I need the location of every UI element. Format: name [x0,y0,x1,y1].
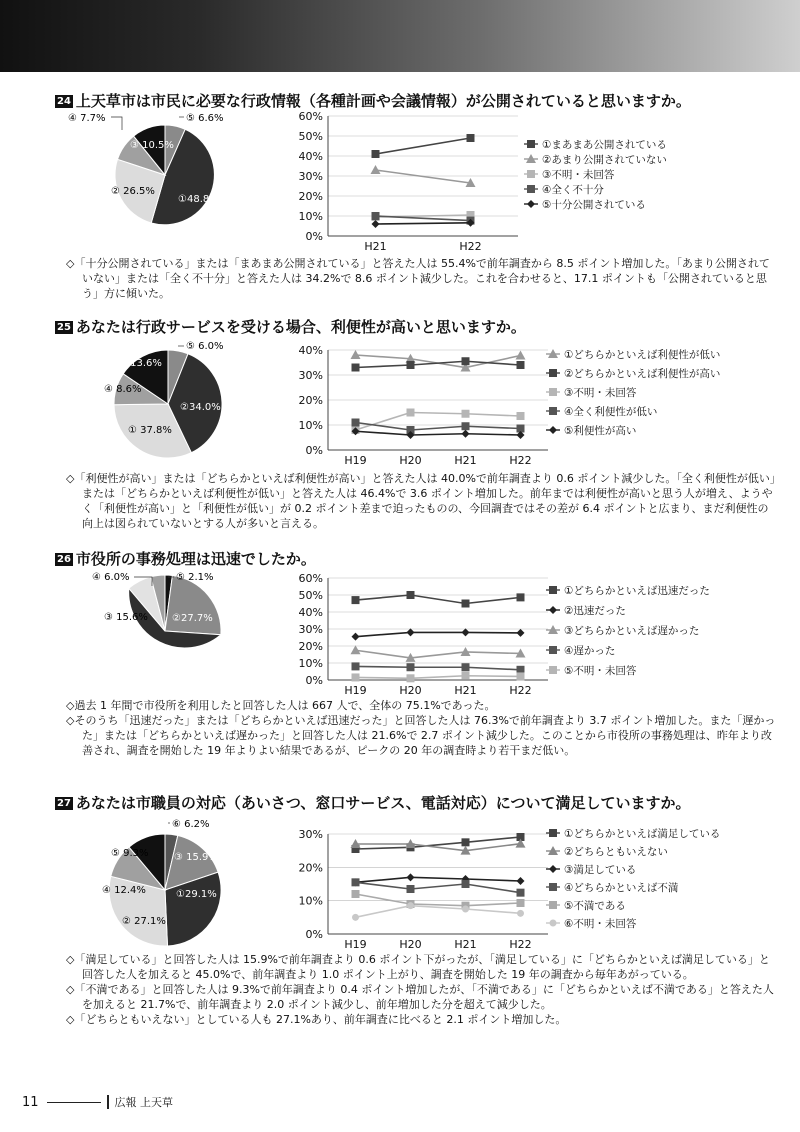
line-chart [290,110,710,250]
pie-label: ④ 6.0% [92,572,130,583]
series-line [352,662,525,673]
y-tick-label: 10% [298,210,323,223]
question-26-section [0,546,800,786]
legend-label: ①どちらかといえば利便性が低い [564,349,721,361]
legend-item [546,625,699,637]
data-point [352,914,359,921]
data-point [372,150,380,158]
question-text: あなたは市職員の対応（あいさつ、窓口サービス、電話対応）について満足していますか。 [75,794,691,812]
data-point [351,645,361,654]
legend-label: ⑥不明・未回答 [564,918,637,930]
series-line [351,350,526,372]
legend-label: ②迅速だった [564,605,626,617]
y-tick-label: 60% [298,110,323,123]
data-point [352,890,360,898]
series-path [356,906,521,918]
y-tick-label: 0% [305,230,323,243]
legend-label: ④どちらかといえば不満 [564,882,679,894]
data-point [517,877,525,885]
data-point [352,662,360,670]
data-point [407,361,415,369]
pie-label: ④ 12.4% [102,885,146,896]
legend-label: ②どちらかといえば利便性が高い [564,368,721,380]
y-tick-label: 0% [305,444,323,457]
notes [66,952,776,1027]
data-point [549,901,557,909]
footer-bar [107,1095,109,1109]
series-line [352,672,525,683]
pie-label: ①48.6% [145,655,186,666]
y-tick-label: 30% [298,828,323,841]
legend-label: ①どちらかといえば迅速だった [564,585,710,597]
publication-name: 広報 上天草 [114,1096,174,1109]
data-point [372,220,380,228]
data-point [549,388,557,396]
series-path [376,223,471,224]
series-line [352,419,525,435]
legend-label: ②あまり公開されていない [542,154,667,166]
x-tick-label: H21 [364,240,387,250]
data-point [407,873,415,881]
data-point [372,212,380,220]
series-path [356,650,521,658]
x-tick-label: H22 [509,684,532,697]
line-chart [290,342,790,472]
data-point [517,672,525,680]
data-point [517,412,525,420]
y-tick-label: 40% [298,150,323,163]
legend-item [546,664,637,677]
series-line [351,839,526,855]
x-tick-label: H21 [454,684,477,697]
series-path [356,877,521,882]
data-point [462,430,470,438]
footer-rule [47,1102,101,1103]
data-point [549,426,557,434]
data-point [352,633,360,641]
data-point [352,673,360,681]
data-point [467,134,475,142]
pie-label: ③ 10.5% [130,140,174,151]
series-line [352,628,525,640]
data-point [550,920,557,927]
legend-item [524,183,604,196]
y-tick-label: 0% [305,928,323,941]
legend-label: ⑤十分公開されている [542,199,646,211]
legend-item [524,139,667,151]
pie-label: ②34.0% [180,402,221,413]
legend-label: ⑤不満である [564,900,626,912]
legend-item [524,198,646,211]
page-header-band [0,0,800,72]
data-point [462,628,470,636]
y-tick-label: 0% [305,674,323,687]
question-number: 27 [57,798,71,809]
series-line [352,427,525,439]
pie-label: ① 37.8% [128,425,172,436]
series-path [356,361,521,367]
legend-label: ④全く不十分 [542,184,604,196]
legend-item [546,863,636,876]
data-point [462,838,470,846]
y-tick-label: 10% [298,419,323,432]
series-path [356,676,521,679]
legend-label: ③不明・未回答 [542,169,615,181]
note-paragraph: ◇「満足している」と回答した人は 15.9%で前年調査より 0.6 ポイント下がったが、「満足している」に「どちらかといえば満足している」と回答した人を加えると 45.0%で、前年調査より 1.0 ポイント上がり、調査を開始した 19 年の調査から毎年あがっている。 [66,953,770,981]
legend-item [546,405,657,418]
data-point [549,865,557,873]
data-point [549,666,557,674]
data-point [549,883,557,891]
pie-label: ⑤ 6.0% [186,341,224,352]
question-text: あなたは行政サービスを受ける場合、利便性が高いと思いますか。 [75,318,526,336]
data-point [462,357,470,365]
y-tick-label: 10% [298,657,323,670]
y-tick-label: 50% [298,589,323,602]
series-line [351,645,526,662]
x-tick-label: H22 [509,454,532,467]
pie-label: ③ 15.9% [174,852,218,863]
series-path [356,666,521,669]
data-point [516,351,526,360]
question-number: 26 [57,554,71,565]
page-footer [22,1094,173,1110]
legend-item [546,881,679,894]
legend-item [546,917,637,930]
y-tick-label: 20% [298,640,323,653]
data-point [407,409,415,417]
data-point [462,672,470,680]
pie-label: ④ 8.6% [104,384,142,395]
data-point [549,646,557,654]
legend-label: ④遅かった [564,645,616,657]
y-tick-label: 20% [298,394,323,407]
legend-label: ③不明・未回答 [564,387,637,399]
note-paragraph: ◇「利便性が高い」または「どちらかといえば利便性が高い」と答えた人は 40.0%で前年調査より 0.6 ポイント減少した。「全く利便性が低い」または「どちらかといえば利便性が低い」と答えた人は 46.4%で 3.6 ポイント増加した。前年までは利便性が高いと思う人が増え、ようやく「利便性が高い」と「利便性が低い」が 0.2 ポイント差まで迫ったものの、今回調査ではその差が 6.4 ポイントと広まり、まだ利便性の向上は図られていないとする人が多いと言える。 [66,472,776,530]
pie-label: ② 26.5% [111,186,155,197]
data-point [407,591,415,599]
data-point [352,364,360,372]
y-tick-label: 40% [298,606,323,619]
data-point [352,596,360,604]
question-text: 市役所の事務処理は迅速でしたか。 [75,550,316,568]
legend-label: ③どちらかといえば遅かった [564,625,700,637]
legend-label: ⑤利便性が高い [564,425,637,437]
note-paragraph: ◇「不満である」と回答した人は 9.3%で前年調査より 0.4 ポイント増加したが、「不満である」に「どちらかといえば不満である」と答えた人を加えると 21.7%で、前年調査より 2.0 ポイント減少し、前年増加した分を超えて減少した。 [66,983,774,1011]
legend-label: ②どちらともいえない [564,846,668,858]
pie-label: ②27.7% [172,613,213,624]
series-path [356,595,521,604]
note-paragraph: ◇「十分公開されている」または「まあまあ公開されている」と答えた人は 55.4%で前年調査から 8.5 ポイント増加した。「あまり公開されていない」または「全く不十分」と答えた人は 34.2%で 8.6 ポイント減少した。これを合わせると、17.1 ポイントも「公開されていると思う」方に傾いた。 [66,257,770,300]
data-point [462,880,470,888]
y-tick-label: 20% [298,190,323,203]
y-tick-label: 60% [298,572,323,585]
series-path [356,431,521,435]
question-24-section [0,90,800,315]
data-point [517,899,525,907]
legend-item [524,154,667,166]
data-point [517,889,525,897]
series-line [352,357,525,371]
x-tick-label: H22 [509,938,532,951]
data-point [549,369,557,377]
series-path [376,138,471,154]
data-point [527,140,535,148]
notes [66,698,776,758]
x-tick-label: H20 [399,454,422,467]
series-path [376,170,471,183]
data-point [517,629,525,637]
question-27-section [0,790,800,1060]
legend-item [546,645,615,657]
x-tick-label: H19 [344,684,367,697]
data-point [527,170,535,178]
y-tick-label: 30% [298,623,323,636]
x-tick-label: H20 [399,938,422,951]
page-number: 11 [22,1094,39,1110]
note-paragraph: ◇「どちらともいえない」としている人も 27.1%あり、前年調査に比べると 2.1 ポイント増加した。 [66,1013,567,1026]
y-tick-label: 50% [298,130,323,143]
data-point [549,606,557,614]
data-point [352,878,360,886]
legend-item [546,367,720,380]
note-paragraph: ◇そのうち「迅速だった」または「どちらかといえば迅速だった」と回答した人は 76.3%で前年調査より 3.7 ポイント増加した。また「遅かった」または「どちらかといえば遅かった」と回答した人は 21.6%で 2.7 ポイント減少した。このことから市役所の事務処理は、昨年より改善され、調査を開始した 19 年よりよい結果であるが、ピークの 20 年の調査時より若干まだ低い。 [66,714,776,757]
x-tick-label: H20 [399,684,422,697]
series-path [356,894,521,906]
legend-item [546,348,720,361]
pie-label: ③ 13.6% [118,358,162,369]
data-point [549,829,557,837]
data-point [462,422,470,430]
legend-label: ⑤不明・未回答 [564,665,637,677]
legend-item [546,424,636,437]
data-point [527,200,535,208]
series-line [352,591,525,608]
data-point [407,674,415,682]
data-point [462,906,469,913]
legend-item [546,386,637,399]
data-point [462,600,470,608]
pie-label: ⑤ 2.1% [176,572,214,583]
pie-slice [165,576,221,635]
pie-label: ①48.8% [178,194,219,205]
y-tick-label: 40% [298,344,323,357]
question-number: 24 [57,96,71,107]
x-tick-label: H19 [344,454,367,467]
data-point [407,663,415,671]
data-point [352,419,360,427]
notes [66,256,776,301]
data-point [407,628,415,636]
legend-item [546,584,710,597]
plot-area [299,110,518,250]
legend-item [524,168,615,181]
x-tick-label: H21 [454,454,477,467]
legend-label: ①まあまあ公開されている [542,139,667,151]
legend-item [546,899,626,912]
data-point [527,185,535,193]
series-line [352,409,525,435]
question-25-section [0,316,800,546]
y-tick-label: 20% [298,861,323,875]
data-point [517,361,525,369]
y-tick-label: 30% [298,170,323,183]
legend-item [546,827,720,840]
data-point [407,902,414,909]
question-text: 上天草市は市民に必要な行政情報（各種計画や会議情報）が公開されていると思いますか。 [75,92,691,110]
x-tick-label: H22 [459,240,482,250]
pie-label: ⑤ 6.6% [186,113,224,124]
legend-item [546,604,626,617]
series-path [356,423,521,431]
series-line [372,134,475,158]
series-path [356,882,521,892]
series-line [352,833,525,853]
note-paragraph: ◇過去 1 年間で市役所を利用したと回答した人は 667 人で、全体の 75.1%であった。 [66,699,496,712]
series-path [356,632,521,636]
data-point [549,407,557,415]
data-point [549,586,557,594]
pie-label: ①29.1% [176,889,217,900]
legend-label: ①どちらかといえば満足している [564,828,721,840]
x-tick-label: H21 [454,938,477,951]
data-point [517,593,525,601]
data-point [407,885,415,893]
pie-label: ⑤ 9.3% [111,848,149,859]
data-point [517,910,524,917]
pie-label: ② 27.1% [122,916,166,927]
plot-area [299,344,548,467]
line-chart [290,824,790,954]
legend-item [546,846,668,858]
x-tick-label: H19 [344,938,367,951]
data-point [371,165,381,174]
pie-label: ③ 15.6% [104,612,148,623]
legend-label: ③満足している [564,864,637,876]
pie-label: ④ 7.7% [68,113,106,124]
y-tick-label: 10% [298,894,323,908]
pie-label: ⑥ 6.2% [172,819,210,830]
y-tick-label: 30% [298,369,323,382]
data-point [462,663,470,671]
legend-label: ④全く利便性が低い [564,406,658,418]
question-number: 25 [57,322,71,333]
data-point [462,410,470,418]
line-chart [290,572,790,702]
notes [66,471,776,531]
